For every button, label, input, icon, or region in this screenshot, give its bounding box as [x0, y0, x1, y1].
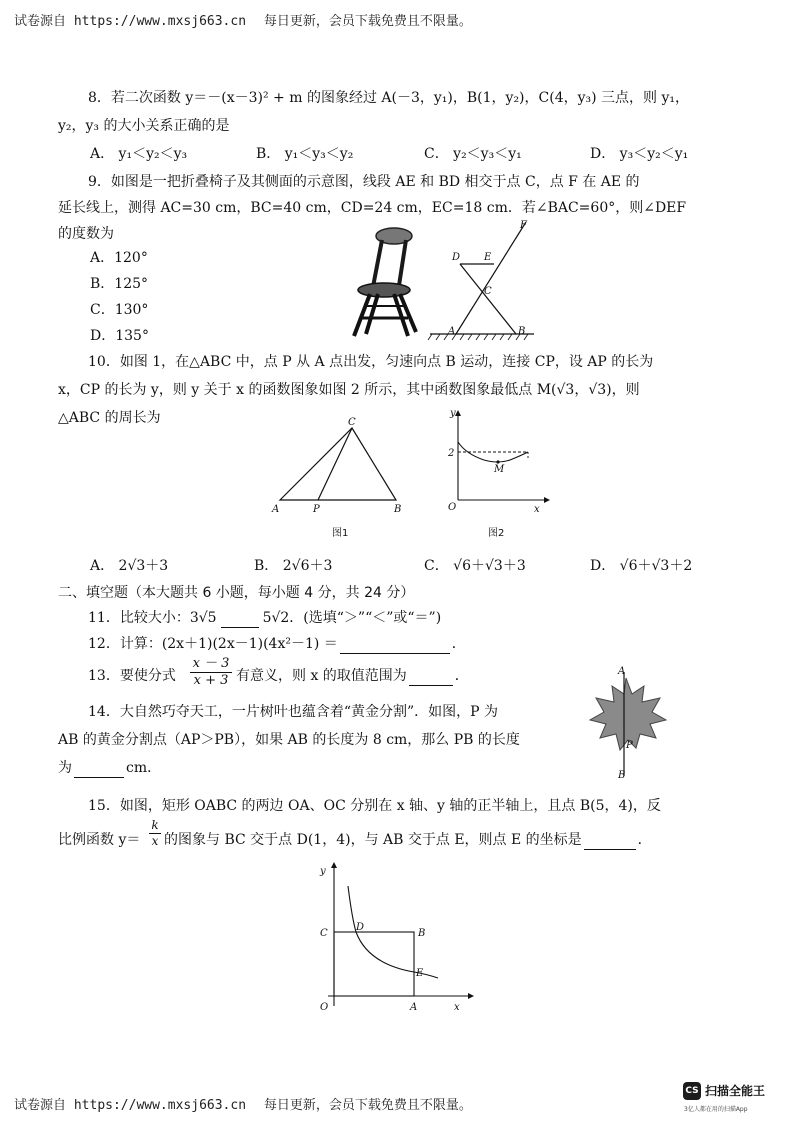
q10-figure2	[444, 408, 550, 538]
chair-image	[348, 222, 420, 340]
q15-frac-numerator: k	[149, 818, 161, 834]
q10-fig2-label-2: 2	[448, 448, 455, 459]
q15-line1: 15．如图，矩形 OABC 的两边 OA、OC 分别在 x 轴、y 轴的正半轴上，且点 B(5，4)，反	[88, 798, 661, 814]
q14-line3	[58, 758, 161, 778]
q10-option-b: B． 2√6＋3	[254, 558, 333, 574]
q9-label-b: B	[518, 326, 526, 337]
q9-label-e: E	[484, 252, 492, 263]
q11-prefix: 11．比较大小：3√5	[88, 610, 217, 626]
footer-source-label: 试卷源自	[14, 1098, 67, 1113]
header-note: 每日更新，会员下载免费且不限量。	[263, 14, 472, 29]
leaf-label-p: P	[626, 740, 633, 751]
q10-line1: 10．如图 1，在△ABC 中，点 P 从 A 点出发，匀速向点 B 运动，连接 CP，设 AP 的长为	[88, 354, 654, 370]
header-url[interactable]: https://www.mxsj663.cn	[73, 14, 247, 29]
q13-suffix: 有意义，则 x 的取值范围为	[236, 668, 407, 684]
app-name: 扫描全能王	[705, 1084, 766, 1098]
leaf-label-b: B	[618, 770, 626, 781]
q13-answer-blank[interactable]	[409, 671, 453, 686]
q15-line2-end: ．	[637, 832, 652, 848]
camscanner-logo-icon: CS	[683, 1082, 701, 1100]
q9-option-a: A．120°	[90, 250, 148, 266]
q8-option-c: C． y₂＜y₃＜y₁	[424, 146, 522, 162]
q8-option-b: B． y₁＜y₃＜y₂	[256, 146, 354, 162]
q10-fig2-label-y: y	[450, 408, 456, 419]
q9-label-c: C	[484, 286, 492, 297]
q12-answer-blank[interactable]	[340, 639, 450, 654]
q13-prefix: 13．要使分式	[88, 668, 176, 684]
q11-answer-blank[interactable]	[221, 613, 259, 628]
q9-label-f: F	[520, 220, 527, 231]
q15-label-y: y	[320, 866, 326, 877]
q15-line2-rest	[164, 830, 652, 850]
q10-fig2-caption: 图2	[488, 528, 505, 539]
header-source-line	[14, 10, 472, 29]
q13-rest	[236, 666, 469, 686]
q13-numerator: x － 3	[190, 656, 232, 673]
q10-option-d: D． √6＋√3＋2	[590, 558, 693, 574]
q9-line1: 9．如图是一把折叠椅子及其侧面的示意图，线段 AE 和 BD 相交于点 C，点 F 在 AE 的	[88, 174, 640, 190]
q15-line2-prefix: 比例函数 y＝	[58, 832, 141, 848]
q15-frac-denominator: x	[151, 834, 159, 848]
q9-option-c: C．130°	[90, 302, 149, 318]
q8-line1: 8．若二次函数 y＝－(x－3)² + m 的图象经过 A(－3，y₁)，B(1，y₂)，C(4，y₃) 三点，则 y₁，	[88, 90, 690, 106]
q13-end: ．	[454, 668, 469, 684]
q15-label-d: D	[356, 922, 365, 933]
q10-fig1-label-a: A	[272, 504, 280, 515]
q15-label-c: C	[320, 928, 328, 939]
q15-label-o: O	[320, 1002, 329, 1013]
q8-line2: y₂，y₃ 的大小关系正确的是	[58, 118, 230, 134]
q9-option-b: B．125°	[90, 276, 149, 292]
q14-line3-suffix: cm．	[126, 760, 162, 776]
q15-label-x: x	[454, 1002, 460, 1013]
q15-answer-blank[interactable]	[584, 835, 636, 850]
q15-fraction	[149, 818, 161, 849]
q9-label-a: A	[448, 326, 456, 337]
q14-line3-prefix: 为	[58, 760, 72, 776]
section2-title: 二、填空题（本大题共 6 小题，每小题 4 分，共 24 分）	[58, 585, 415, 601]
q10-fig2-label-x: x	[534, 504, 540, 515]
leaf-label-a: A	[618, 666, 626, 677]
q10-line3: △ABC 的周长为	[58, 410, 161, 426]
q10-fig1-label-p: P	[313, 504, 320, 515]
q10-fig1-caption: 图1	[332, 528, 349, 539]
q14-line1: 14．大自然巧夺天工，一片树叶也蕴含着“黄金分割”．如图，P 为	[88, 704, 498, 720]
q12-suffix: ．	[451, 636, 466, 652]
q15-label-a: A	[410, 1002, 418, 1013]
footer-url[interactable]: https://www.mxsj663.cn	[73, 1098, 247, 1113]
q10-figure1	[268, 414, 412, 538]
q13-denominator: x + 3	[193, 673, 229, 688]
q10-fig2-label-o: O	[448, 502, 457, 513]
q9-label-d: D	[452, 252, 461, 263]
q9-option-d: D．135°	[90, 328, 149, 344]
q11-suffix: 5√2．(选填“＞”“＜”或“＝”)	[262, 610, 442, 626]
q15-figure	[308, 856, 478, 1016]
q14-answer-blank[interactable]	[74, 763, 124, 778]
q12	[88, 634, 466, 654]
q10-fig2-label-m: M	[494, 464, 505, 475]
app-tagline: 3亿人都在用的扫描App	[684, 1106, 748, 1113]
q10-option-a: A． 2√3＋3	[90, 558, 169, 574]
q9-line3: 的度数为	[58, 226, 114, 242]
q10-line2: x，CP 的长为 y，则 y 关于 x 的函数图象如图 2 所示，其中函数图象最低点 M(√3，√3)，则	[58, 382, 640, 398]
q10-option-c: C． √6＋√3＋3	[424, 558, 526, 574]
q10-fig1-label-b: B	[394, 504, 402, 515]
q13-fraction	[190, 656, 232, 689]
footer-note: 每日更新，会员下载免费且不限量。	[263, 1098, 472, 1113]
q15-label-b: B	[418, 928, 426, 939]
footer-source-line	[14, 1094, 472, 1113]
q9-diagram	[420, 218, 540, 342]
q8-option-d: D． y₃＜y₂＜y₁	[590, 146, 689, 162]
q12-prefix: 12．计算：(2x＋1)(2x－1)(4x²－1) ＝	[88, 636, 338, 652]
q15-line2-suffix: 的图象与 BC 交于点 D(1，4)，与 AB 交于点 E，则点 E 的坐标是	[164, 832, 582, 848]
q8-option-a: A． y₁＜y₂＜y₃	[90, 146, 188, 162]
header-source-label: 试卷源自	[14, 14, 67, 29]
q10-fig1-label-c: C	[348, 417, 356, 428]
leaf-image	[586, 664, 670, 780]
q9-line2: 延长线上，测得 AC=30 cm，BC=40 cm，CD=24 cm，EC=18 cm．若∠BAC=60°，则∠DEF	[58, 200, 687, 216]
q15-label-e: E	[416, 968, 424, 979]
q11	[88, 608, 441, 628]
q14-line2: AB 的黄金分割点（AP＞PB），如果 AB 的长度为 8 cm，那么 PB 的长度	[58, 732, 520, 748]
